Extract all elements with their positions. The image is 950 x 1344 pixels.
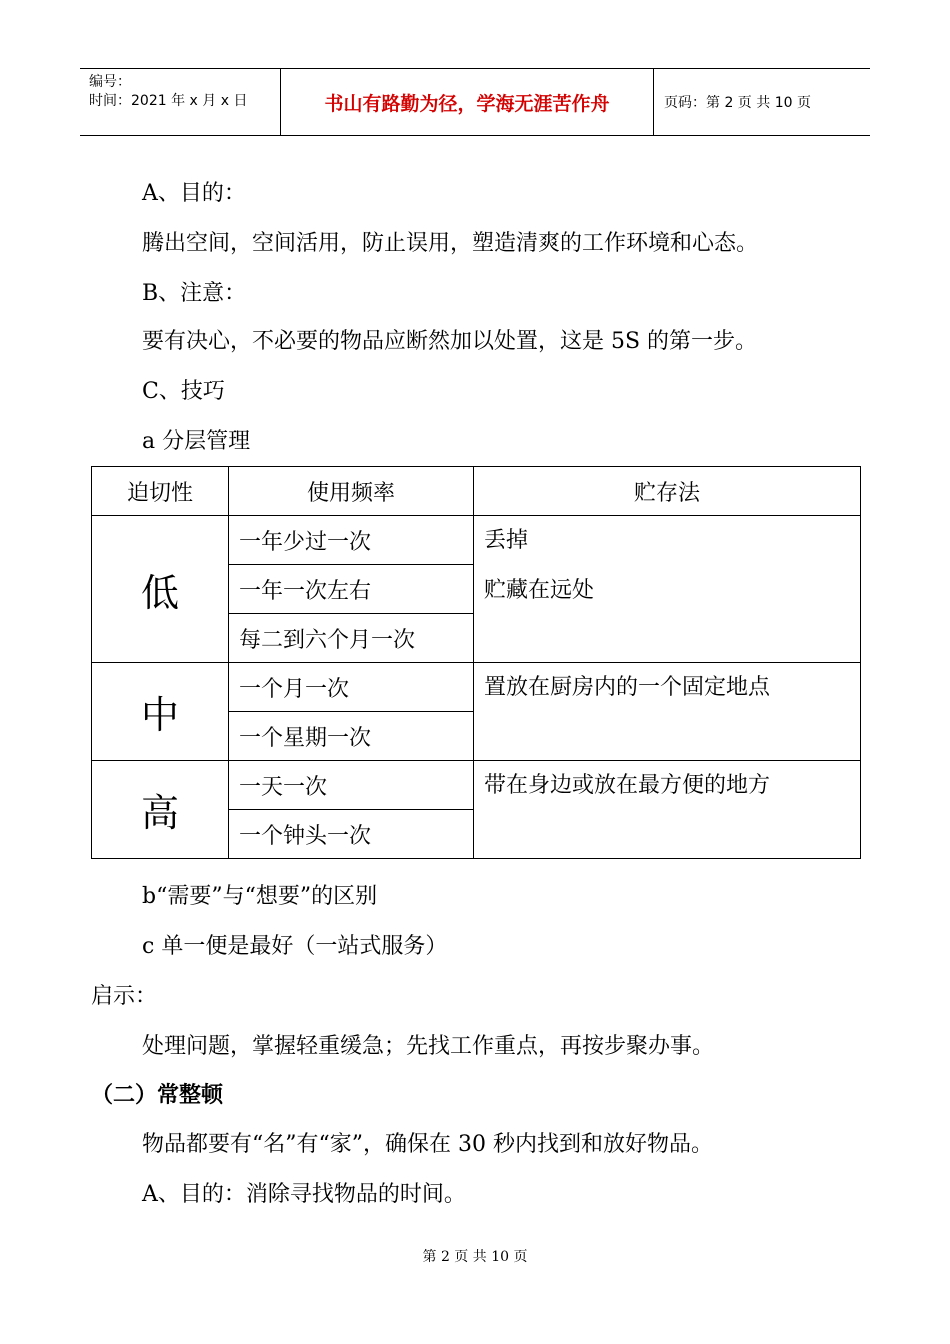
table-row: [92, 761, 861, 810]
storage-line: 贮藏在远处: [484, 578, 595, 603]
date-label: 时间：2021 年 x 月 x 日: [89, 93, 248, 109]
header-page-info: 页码：第 2 页 共 10 页: [664, 95, 811, 111]
number-label: 编号：: [89, 74, 131, 90]
storage-line: 丢掉: [484, 528, 529, 553]
notice-heading: B、注意：: [142, 281, 247, 306]
urgency-medium: 中: [92, 663, 229, 761]
frequency-table: [91, 466, 861, 859]
frequency-cell: 每二到六个月一次: [229, 614, 474, 663]
section-text: 物品都要有“名”有“家”，确保在 30 秒内找到和放好物品。: [142, 1132, 713, 1157]
need-want-line: b“需要”与“想要”的区别: [142, 884, 378, 909]
insight-text: 处理问题，掌握轻重缓急；先找工作重点，再按步聚办事。: [142, 1034, 715, 1059]
urgency-high: 高: [92, 761, 229, 859]
header-frequency: 使用频率: [229, 467, 474, 516]
tips-heading: C、技巧: [142, 379, 225, 404]
notice-text: 要有决心，不必要的物品应断然加以处置，这是 5S 的第一步。: [142, 329, 758, 354]
storage-line: 带在身边或放在最方便的地方: [484, 773, 771, 798]
table-row: [92, 663, 861, 712]
table-header-row: [92, 467, 861, 516]
header-storage: 贮存法: [474, 467, 861, 516]
purpose-heading: A、目的：: [142, 181, 246, 206]
table-row: [92, 516, 861, 565]
storage-cell-high: [474, 761, 861, 859]
storage-line: 置放在厨房内的一个固定地点: [484, 675, 771, 700]
storage-cell-low: [474, 516, 861, 663]
section-heading: （二）常整顿: [91, 1083, 224, 1108]
frequency-cell: 一个星期一次: [229, 712, 474, 761]
insight-heading: 启示：: [91, 984, 158, 1009]
frequency-cell: 一个钟头一次: [229, 810, 474, 859]
frequency-cell: 一年少过一次: [229, 516, 474, 565]
layer-management: a 分层管理: [142, 429, 251, 454]
header-meta: [80, 69, 281, 135]
frequency-cell: 一年一次左右: [229, 565, 474, 614]
header-urgency: 迫切性: [92, 467, 229, 516]
header-motto: 书山有路勤为径，学海无涯苦作舟: [281, 69, 654, 135]
storage-cell-medium: [474, 663, 861, 761]
page-header: [80, 68, 870, 136]
frequency-cell: 一天一次: [229, 761, 474, 810]
purpose-text: 腾出空间，空间活用，防止误用，塑造清爽的工作环境和心态。: [142, 231, 759, 256]
section-purpose: A、目的：消除寻找物品的时间。: [142, 1182, 466, 1207]
page-footer: 第 2 页 共 10 页: [422, 1249, 528, 1265]
frequency-cell: 一个月一次: [229, 663, 474, 712]
single-line: c 单一便是最好（一站式服务）: [142, 934, 448, 959]
urgency-low: 低: [92, 516, 229, 663]
